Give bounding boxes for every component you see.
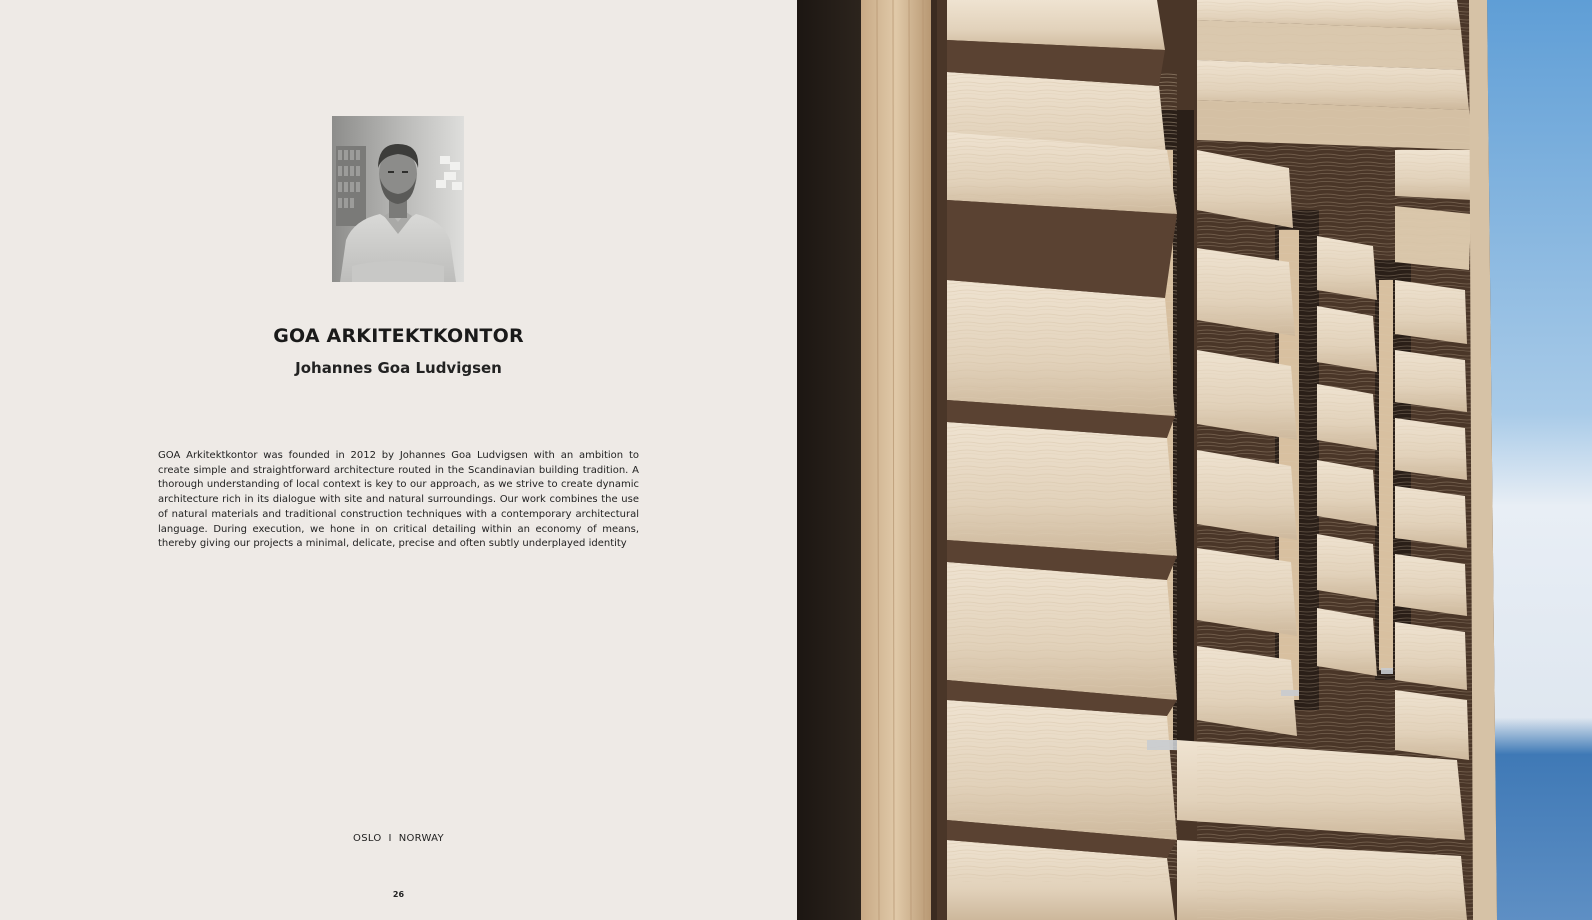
firm-name-heading: GOA ARKITEKTKONTOR [273, 325, 524, 347]
bio-paragraph: GOA Arkitektkontor was founded in 2012 by Johannes Goa Ludvigsen with an ambition to create simple and straightforward architecture routed in the Scandinavian building tradition. A thorough understanding of local context is key to our approach, as we strive to create dynamic architecture rich in its dialogue with site and natural surroundings. Our work combines the use of natural materials and traditional construction techniques with a contemporary architectural language. During execution, we hone in on critical detailing within an economy of means, thereby giving our projects a minimal, delicate, precise and often subtly underplayed identity [158, 450, 639, 550]
portrait-image [332, 116, 464, 282]
page-number: 26 [392, 890, 405, 899]
facade-image [797, 0, 1592, 920]
location-label: OSLO I NORWAY [353, 833, 444, 844]
facade-photo [797, 0, 1592, 920]
person-name: Johannes Goa Ludvigsen [295, 359, 502, 377]
portrait-photo [332, 116, 464, 282]
shingle-rows [947, 0, 1473, 920]
